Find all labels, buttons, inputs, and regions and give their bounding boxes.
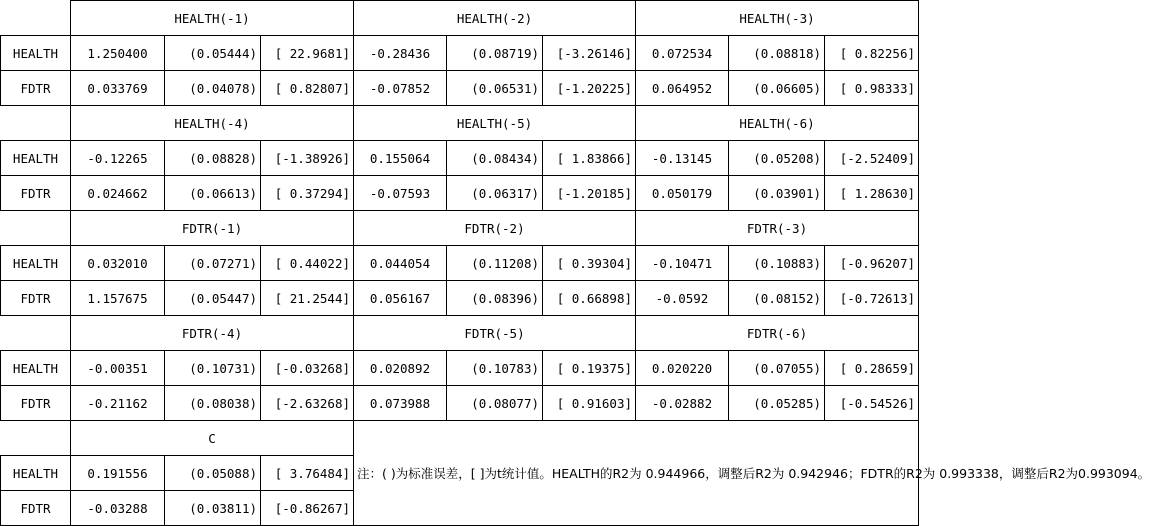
coefficient-cell: 0.020892 bbox=[354, 351, 447, 386]
coefficient-cell: -0.10471 bbox=[636, 246, 729, 281]
row-label: FDTR bbox=[1, 491, 71, 526]
t-stat-cell: [ 0.28659] bbox=[825, 351, 919, 386]
std-error-cell: (0.05088) bbox=[165, 456, 261, 491]
t-stat-cell: [ 0.66898] bbox=[543, 281, 636, 316]
column-group-header: HEALTH(-2) bbox=[354, 1, 636, 36]
coefficient-cell: 0.073988 bbox=[354, 386, 447, 421]
table-row bbox=[1, 36, 919, 71]
column-group-header: FDTR(-4) bbox=[71, 316, 354, 351]
t-stat-cell: [-0.54526] bbox=[825, 386, 919, 421]
std-error-cell: (0.03811) bbox=[165, 491, 261, 526]
column-group-header: HEALTH(-5) bbox=[354, 106, 636, 141]
coefficient-cell: 0.020220 bbox=[636, 351, 729, 386]
coefficient-cell: 0.044054 bbox=[354, 246, 447, 281]
std-error-cell: (0.04078) bbox=[165, 71, 261, 106]
coefficient-cell: 0.056167 bbox=[354, 281, 447, 316]
t-stat-cell: [ 22.9681] bbox=[261, 36, 354, 71]
t-stat-cell: [ 3.76484] bbox=[261, 456, 354, 491]
std-error-cell: (0.08038) bbox=[165, 386, 261, 421]
row-label: HEALTH bbox=[1, 141, 71, 176]
t-stat-cell: [-3.26146] bbox=[543, 36, 636, 71]
coefficient-cell: 0.050179 bbox=[636, 176, 729, 211]
column-group-header: C bbox=[71, 421, 354, 456]
t-stat-cell: [-2.63268] bbox=[261, 386, 354, 421]
t-stat-cell: [-1.20225] bbox=[543, 71, 636, 106]
column-group-header: HEALTH(-4) bbox=[71, 106, 354, 141]
coefficient-cell: -0.28436 bbox=[354, 36, 447, 71]
coefficient-cell: 1.157675 bbox=[71, 281, 165, 316]
t-stat-cell: [ 0.19375] bbox=[543, 351, 636, 386]
t-stat-cell: [ 0.98333] bbox=[825, 71, 919, 106]
std-error-cell: (0.05444) bbox=[165, 36, 261, 71]
table-row bbox=[1, 386, 919, 421]
header-row bbox=[1, 211, 919, 246]
coefficient-cell: 0.033769 bbox=[71, 71, 165, 106]
column-group-header: HEALTH(-6) bbox=[636, 106, 919, 141]
std-error-cell: (0.10783) bbox=[447, 351, 543, 386]
row-label: FDTR bbox=[1, 71, 71, 106]
t-stat-cell: [ 0.82807] bbox=[261, 71, 354, 106]
corner-cell bbox=[1, 1, 71, 36]
header-row bbox=[1, 106, 919, 141]
t-stat-cell: [-2.52409] bbox=[825, 141, 919, 176]
t-stat-cell: [ 0.91603] bbox=[543, 386, 636, 421]
column-group-header: HEALTH(-1) bbox=[71, 1, 354, 36]
std-error-cell: (0.10731) bbox=[165, 351, 261, 386]
std-error-cell: (0.08152) bbox=[729, 281, 825, 316]
row-label: HEALTH bbox=[1, 456, 71, 491]
coefficient-cell: 0.032010 bbox=[71, 246, 165, 281]
std-error-cell: (0.06613) bbox=[165, 176, 261, 211]
t-stat-cell: [-1.38926] bbox=[261, 141, 354, 176]
std-error-cell: (0.08719) bbox=[447, 36, 543, 71]
std-error-cell: (0.06605) bbox=[729, 71, 825, 106]
std-error-cell: (0.08818) bbox=[729, 36, 825, 71]
row-label: HEALTH bbox=[1, 351, 71, 386]
row-label: FDTR bbox=[1, 386, 71, 421]
coefficient-cell: -0.03288 bbox=[71, 491, 165, 526]
t-stat-cell: [-0.72613] bbox=[825, 281, 919, 316]
column-group-header: HEALTH(-3) bbox=[636, 1, 919, 36]
corner-cell bbox=[1, 106, 71, 141]
t-stat-cell: [-1.20185] bbox=[543, 176, 636, 211]
t-stat-cell: [ 0.37294] bbox=[261, 176, 354, 211]
table-row bbox=[1, 71, 919, 106]
std-error-cell: (0.08434) bbox=[447, 141, 543, 176]
coefficient-cell: -0.21162 bbox=[71, 386, 165, 421]
column-group-header: FDTR(-6) bbox=[636, 316, 919, 351]
t-stat-cell: [ 0.82256] bbox=[825, 36, 919, 71]
coefficient-cell: -0.0592 bbox=[636, 281, 729, 316]
header-row bbox=[1, 316, 919, 351]
footnote: 注：( )为标准误差，[ ]为t统计值。HEALTH的R2为 0.944966，调整后R2为 0.942946；FDTR的R2为 0.993338，调整后R2为0.993094。 bbox=[354, 421, 919, 526]
coefficient-cell: -0.07852 bbox=[354, 71, 447, 106]
column-group-header: FDTR(-2) bbox=[354, 211, 636, 246]
t-stat-cell: [ 1.28630] bbox=[825, 176, 919, 211]
row-label: HEALTH bbox=[1, 36, 71, 71]
t-stat-cell: [-0.86267] bbox=[261, 491, 354, 526]
coefficient-cell: -0.02882 bbox=[636, 386, 729, 421]
std-error-cell: (0.05447) bbox=[165, 281, 261, 316]
coefficient-cell: -0.12265 bbox=[71, 141, 165, 176]
coefficient-cell: 0.072534 bbox=[636, 36, 729, 71]
coefficient-cell: -0.07593 bbox=[354, 176, 447, 211]
corner-cell bbox=[1, 421, 71, 456]
t-stat-cell: [ 0.39304] bbox=[543, 246, 636, 281]
header-row bbox=[1, 421, 919, 456]
std-error-cell: (0.10883) bbox=[729, 246, 825, 281]
std-error-cell: (0.08396) bbox=[447, 281, 543, 316]
corner-cell bbox=[1, 211, 71, 246]
std-error-cell: (0.06317) bbox=[447, 176, 543, 211]
t-stat-cell: [ 1.83866] bbox=[543, 141, 636, 176]
coefficient-cell: 0.191556 bbox=[71, 456, 165, 491]
table-row bbox=[1, 176, 919, 211]
std-error-cell: (0.07055) bbox=[729, 351, 825, 386]
coefficient-cell: -0.00351 bbox=[71, 351, 165, 386]
std-error-cell: (0.07271) bbox=[165, 246, 261, 281]
std-error-cell: (0.08828) bbox=[165, 141, 261, 176]
t-stat-cell: [ 21.2544] bbox=[261, 281, 354, 316]
corner-cell bbox=[1, 316, 71, 351]
std-error-cell: (0.08077) bbox=[447, 386, 543, 421]
table-row bbox=[1, 141, 919, 176]
column-group-header: FDTR(-5) bbox=[354, 316, 636, 351]
table-row bbox=[1, 281, 919, 316]
table-row bbox=[1, 246, 919, 281]
column-group-header: FDTR(-1) bbox=[71, 211, 354, 246]
table-row bbox=[1, 351, 919, 386]
coefficient-cell: 0.155064 bbox=[354, 141, 447, 176]
std-error-cell: (0.06531) bbox=[447, 71, 543, 106]
row-label: FDTR bbox=[1, 176, 71, 211]
coefficient-cell: 0.064952 bbox=[636, 71, 729, 106]
t-stat-cell: [ 0.44022] bbox=[261, 246, 354, 281]
row-label: FDTR bbox=[1, 281, 71, 316]
row-label: HEALTH bbox=[1, 246, 71, 281]
coefficient-cell: 0.024662 bbox=[71, 176, 165, 211]
std-error-cell: (0.05285) bbox=[729, 386, 825, 421]
std-error-cell: (0.03901) bbox=[729, 176, 825, 211]
column-group-header: FDTR(-3) bbox=[636, 211, 919, 246]
std-error-cell: (0.05208) bbox=[729, 141, 825, 176]
header-row bbox=[1, 1, 919, 36]
t-stat-cell: [-0.96207] bbox=[825, 246, 919, 281]
t-stat-cell: [-0.03268] bbox=[261, 351, 354, 386]
coefficient-cell: 1.250400 bbox=[71, 36, 165, 71]
coefficient-cell: -0.13145 bbox=[636, 141, 729, 176]
std-error-cell: (0.11208) bbox=[447, 246, 543, 281]
